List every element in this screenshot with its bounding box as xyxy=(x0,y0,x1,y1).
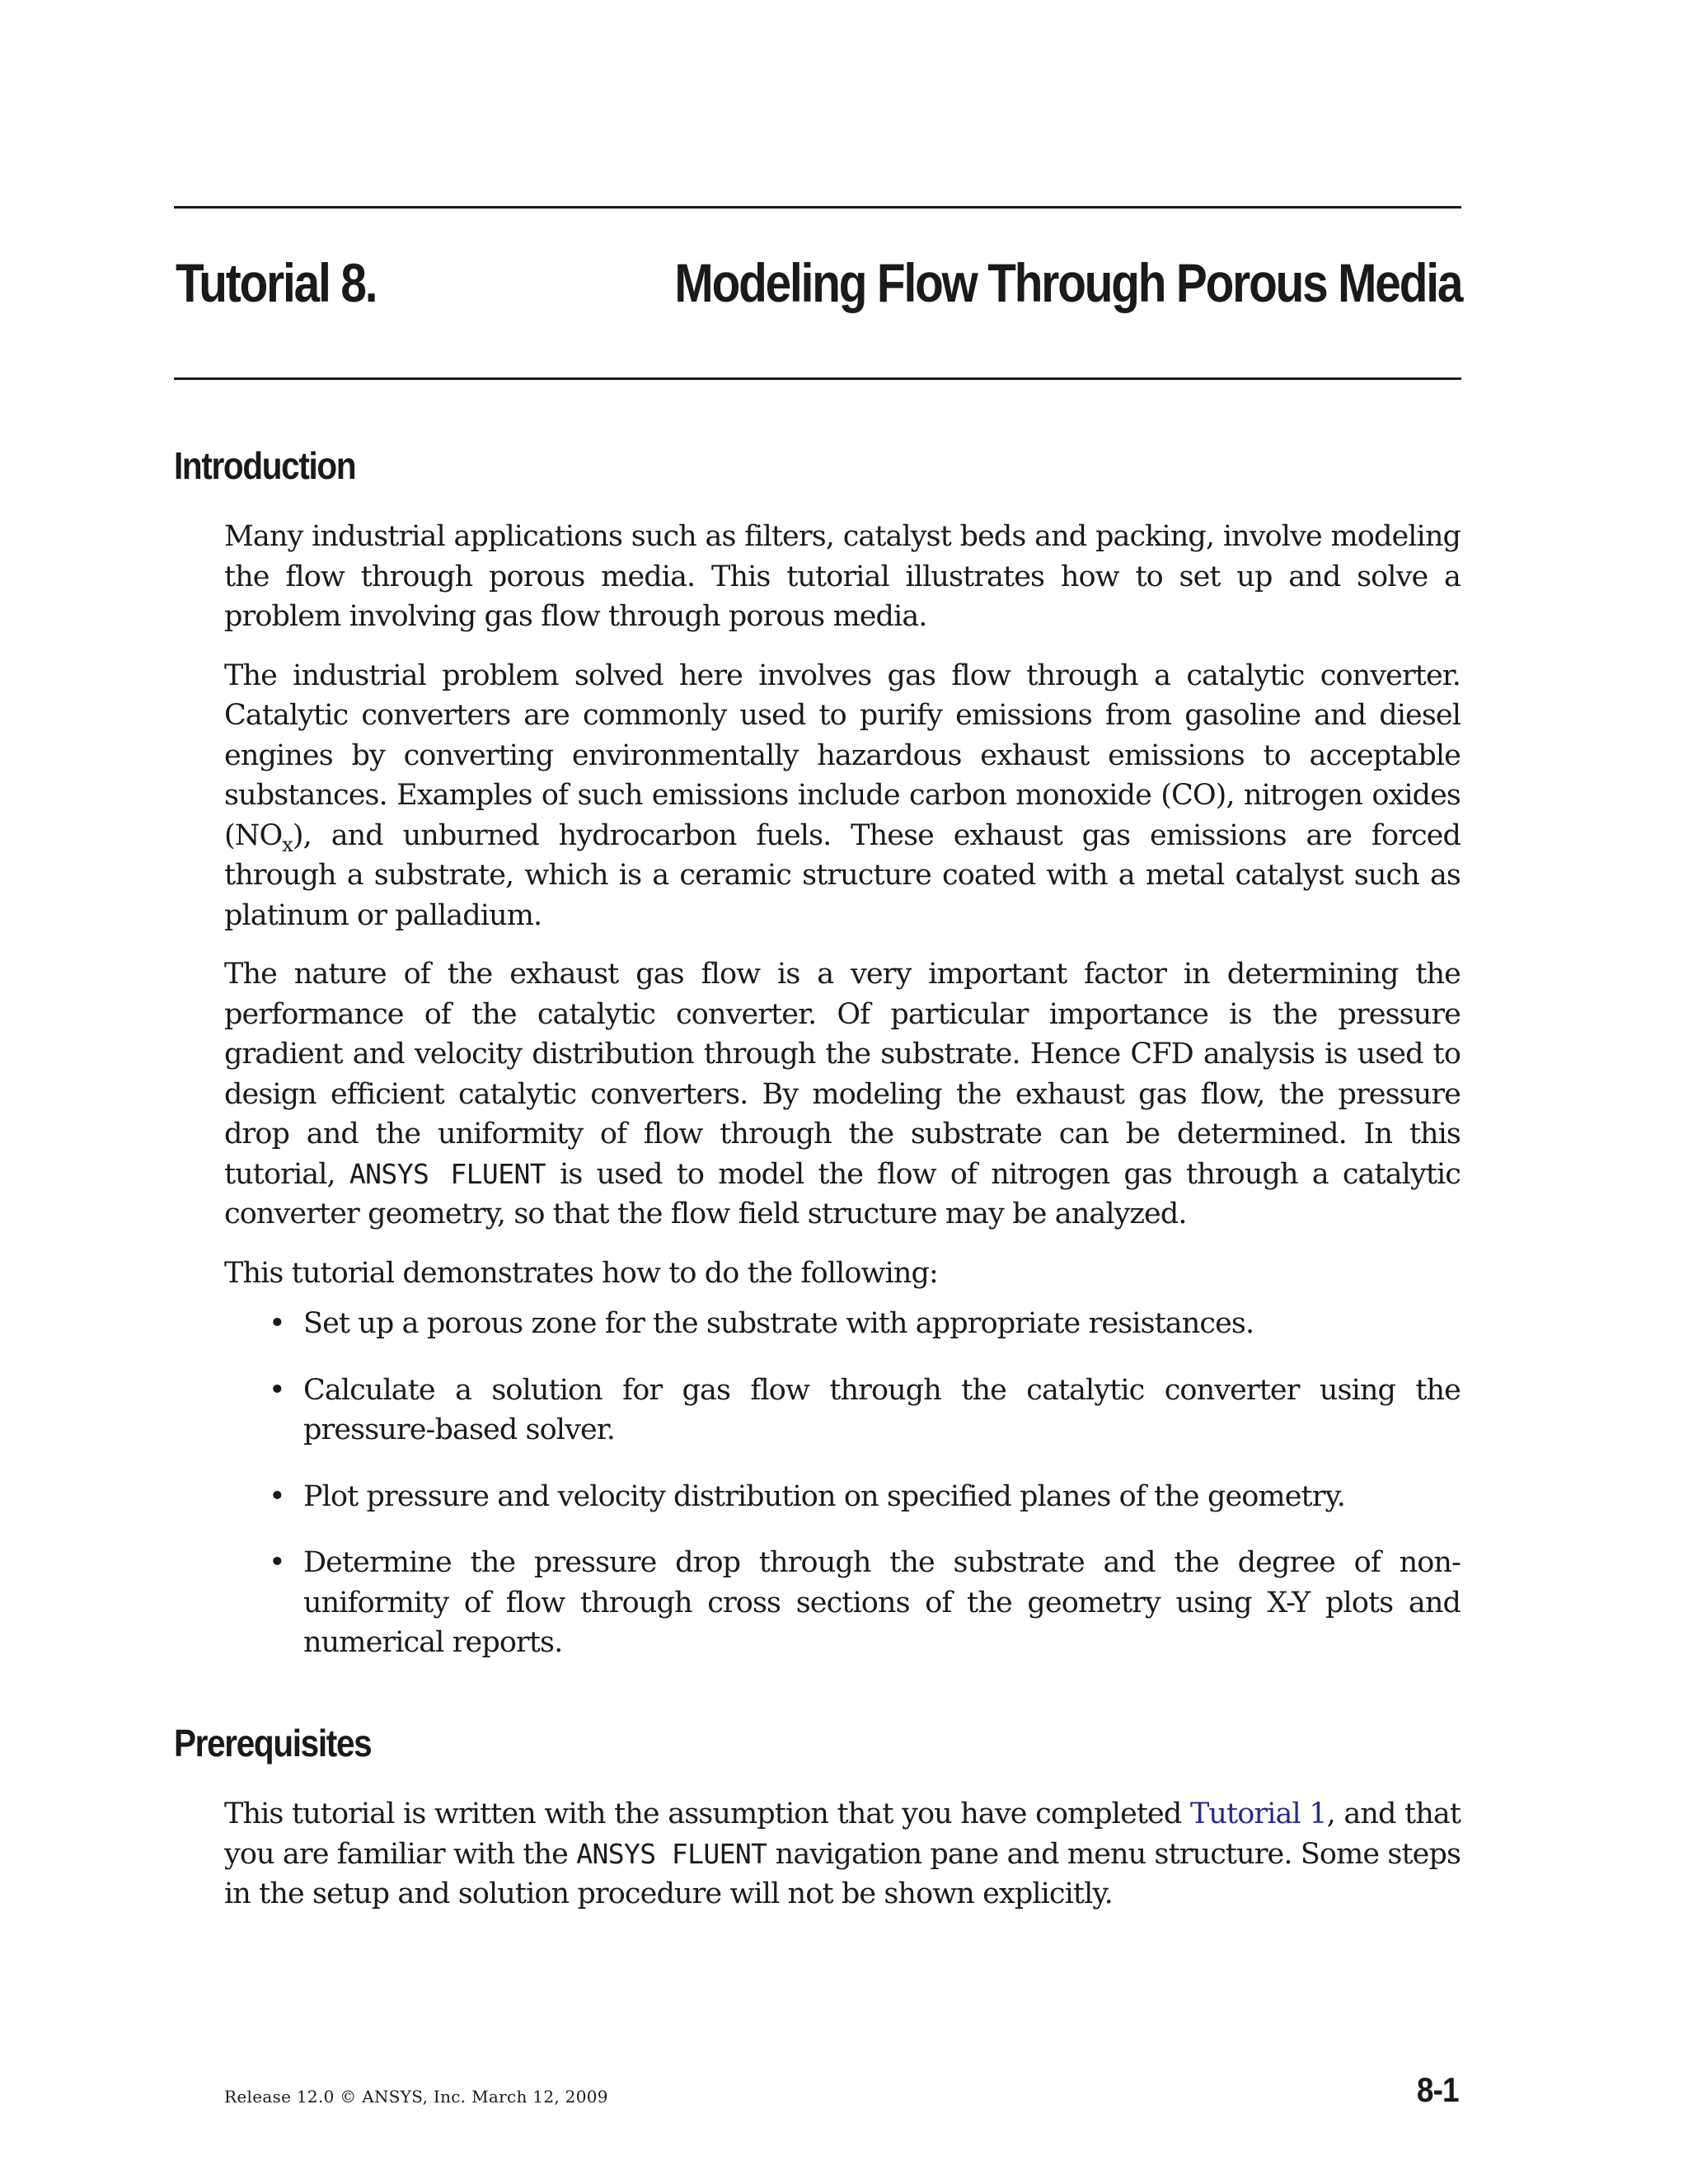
bullet-icon: • xyxy=(269,1546,285,1579)
bottom-rule xyxy=(174,377,1461,380)
release-footer: Release 12.0 © ANSYS, Inc. March 12, 2009 xyxy=(224,2087,608,2107)
subscript-x: x xyxy=(282,832,293,856)
top-rule xyxy=(174,206,1461,209)
prereq-text-a: This tutorial is written with the assumption that you have completed xyxy=(224,1797,1182,1830)
chapter-label: Tutorial 8. xyxy=(176,252,377,313)
list-item xyxy=(224,1543,1461,1663)
bullet-icon: • xyxy=(269,1307,285,1340)
list-item-text: Plot pressure and velocity distribution on specified planes of the geometry. xyxy=(303,1479,1345,1513)
tutorial-1-link[interactable]: Tutorial 1 xyxy=(1189,1797,1327,1830)
objectives-list xyxy=(224,1304,1461,1690)
intro-p3-text-b: is used to model the flow of nitrogen gas through a catalytic converter geometry, so that the flow field structure may be analyzed. xyxy=(224,1157,1461,1230)
prereq-text-b: , and that you are familiar with the xyxy=(224,1797,1461,1871)
bullet-icon: • xyxy=(269,1373,285,1407)
list-item xyxy=(224,1371,1461,1451)
intro-paragraph-2 xyxy=(224,656,1461,936)
introduction-body xyxy=(224,517,1461,1312)
intro-p2-text-b: ), and unburned hydrocarbon fuels. These exhaust gas emissions are forced through a substrate, which is a ceramic structure coated with a metal catalyst such as platinum or palladium. xyxy=(224,818,1461,932)
list-item xyxy=(224,1304,1461,1344)
intro-paragraph-4: This tutorial demonstrates how to do the following: xyxy=(224,1256,938,1290)
product-name: ANSYS FLUENT xyxy=(349,1157,546,1190)
prereq-paragraph xyxy=(224,1794,1461,1915)
list-item xyxy=(224,1477,1461,1517)
introduction-heading: Introduction xyxy=(174,444,356,487)
bullet-icon: • xyxy=(269,1479,285,1513)
chapter-title: Modeling Flow Through Porous Media xyxy=(674,252,1461,313)
intro-p3-text-a: The nature of the exhaust gas flow is a very important factor in determining the performance of the catalytic converter. Of particular importance is the pressure gradient and velocity distribution through the substrate. Hence CFD analysis is used to design efficient catalytic converters. By modeling the exhaust gas flow, the pressure drop and the uniformity of flow through the substrate can be determined. In this tutorial, xyxy=(224,958,1461,1191)
list-item-text: Determine the pressure drop through the substrate and the degree of non-uniformity of flow through cross sections of the geometry using X-Y plots and numerical reports. xyxy=(303,1546,1461,1659)
page-number: 8-1 xyxy=(1417,2070,1459,2109)
intro-p2-text-a: The industrial problem solved here involves gas flow through a catalytic converter. Catalytic converters are commonly used to purify emissions from gasoline and diesel engines by converting environmentally hazardous exhaust emissions to acceptable substances. Examples of such emissions include carbon monoxide (CO), nitrogen oxides (NO xyxy=(224,658,1461,852)
prerequisites-body xyxy=(224,1794,1461,1933)
product-name: ANSYS FLUENT xyxy=(576,1837,767,1870)
intro-paragraph-1: Many industrial applications such as filters, catalyst beds and packing, involve modeling the flow through porous media. This tutorial illustrates how to set up and solve a problem involving gas flow through porous media. xyxy=(224,520,1461,633)
list-item-text: Set up a porous zone for the substrate with appropriate resistances. xyxy=(303,1307,1254,1340)
list-item-text: Calculate a solution for gas flow through the catalytic converter using the pressure-based solver. xyxy=(303,1373,1461,1446)
prerequisites-heading: Prerequisites xyxy=(174,1722,372,1765)
intro-paragraph-3 xyxy=(224,954,1461,1235)
prereq-text-c: navigation pane and menu structure. Some steps in the setup and solution procedure will not be shown explicitly. xyxy=(224,1837,1461,1910)
